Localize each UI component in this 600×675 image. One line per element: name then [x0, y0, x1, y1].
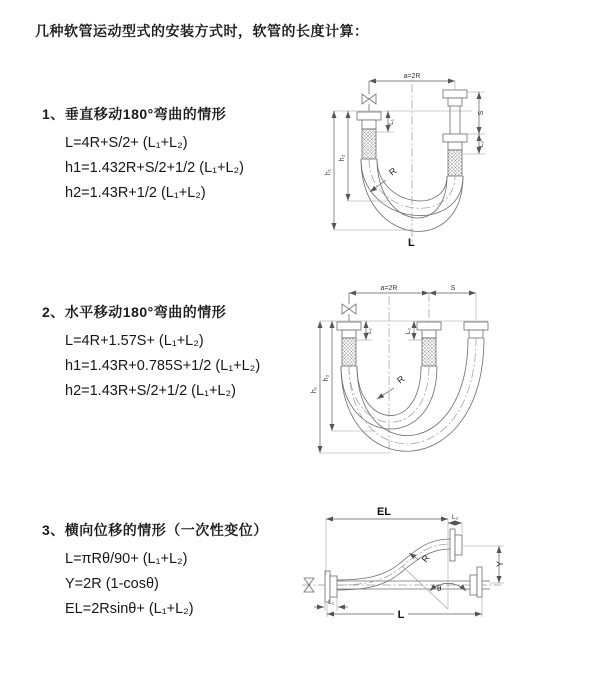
- length-label: L: [397, 609, 405, 621]
- dim-label-h2: h₂: [323, 374, 330, 382]
- dim-label-el: EL: [376, 506, 392, 518]
- valve-icon: [342, 293, 356, 321]
- right-hose-fitting: [464, 322, 488, 338]
- left-flange: [325, 571, 337, 602]
- section-2-heading: 2、水平移动180°弯曲的情形: [42, 304, 227, 320]
- dim-label-l1: L₁: [366, 328, 373, 334]
- dim-label-y: Y: [495, 560, 505, 568]
- dim-label-a2r: a=2R: [380, 285, 398, 292]
- dim-label-l2: L₂: [451, 514, 459, 521]
- dimension-a-2r: [349, 285, 429, 293]
- diagram-horizontal-180-bend: [306, 278, 591, 472]
- section-lateral-displacement: [42, 520, 322, 626]
- formula-line: L=4R+1.57S+ (L₁+L₂): [65, 333, 204, 349]
- radius-leader: [377, 388, 394, 399]
- formula-line: h2=1.43R+S/2+1/2 (L₁+L₂): [65, 383, 236, 399]
- radius-label: R: [419, 552, 432, 565]
- dim-label-l2: L₂: [405, 327, 412, 335]
- dim-label-s: S: [450, 285, 456, 292]
- length-label: L: [408, 237, 415, 249]
- left-hose-fitting: [337, 322, 361, 366]
- formula-line: EL=2Rsinθ+ (L₁+L₂): [65, 601, 194, 617]
- formula-line: h2=1.43R+1/2 (L₁+L₂): [65, 185, 206, 201]
- dim-label-s: S: [478, 110, 485, 116]
- formula-line: Y=2R (1-cosθ): [65, 576, 159, 592]
- s-curve-hose: [337, 539, 450, 590]
- dimension-l1: [314, 597, 348, 611]
- dim-label-l1: L₁: [388, 119, 395, 125]
- angle-label: θ: [437, 584, 442, 593]
- dim-label-l1: L₁: [328, 599, 334, 606]
- diagram-vertical-180-bend: [312, 66, 582, 258]
- section-horizontal-180: [42, 302, 322, 408]
- dim-label-h1: h₁: [311, 386, 318, 394]
- right-pipe-assembly: [443, 90, 467, 176]
- formula-line: h1=1.432R+S/2+1/2 (L₁+L₂): [65, 160, 245, 176]
- section-1-heading: 1、垂直移动180°弯曲的情形: [42, 106, 227, 122]
- u-hose-curves: [341, 338, 484, 451]
- valve-icon: [362, 81, 376, 111]
- dim-label-l2: L₂: [478, 140, 485, 148]
- section-3-heading: 3、横向位移的情形（一次性变位）: [42, 522, 268, 538]
- dimension-s-l2: [463, 92, 485, 154]
- dimension-s: [429, 285, 476, 293]
- straight-pipe: [337, 567, 490, 597]
- radius-leader: [370, 180, 386, 192]
- formula-line: L=4R+S/2+ (L₁+L₂): [65, 135, 188, 151]
- section-vertical-180: [42, 104, 322, 210]
- dim-label-h1: h₁: [325, 168, 332, 176]
- dimension-y: [463, 546, 505, 583]
- diagram-lateral-displacement: [296, 487, 594, 663]
- displaced-flange: [450, 529, 462, 561]
- page-title: 几种软管运动型式的安装方式时，软管的长度计算：: [35, 23, 369, 39]
- formula-line: h1=1.43R+0.785S+1/2 (L₁+L₂): [65, 358, 261, 374]
- formula-line: L=πRθ/90+ (L₁+L₂): [65, 551, 188, 567]
- dim-label-h2: h₂: [339, 154, 346, 162]
- middle-hose-fitting: [417, 322, 441, 366]
- dimension-l: [327, 597, 482, 621]
- radius-label: R: [395, 373, 407, 386]
- left-hose-fitting: [357, 112, 381, 159]
- dimension-el: [326, 506, 448, 609]
- radius-leader: [409, 553, 419, 560]
- dim-label-a2r: a=2R: [403, 73, 421, 80]
- radius-label: R: [387, 165, 399, 178]
